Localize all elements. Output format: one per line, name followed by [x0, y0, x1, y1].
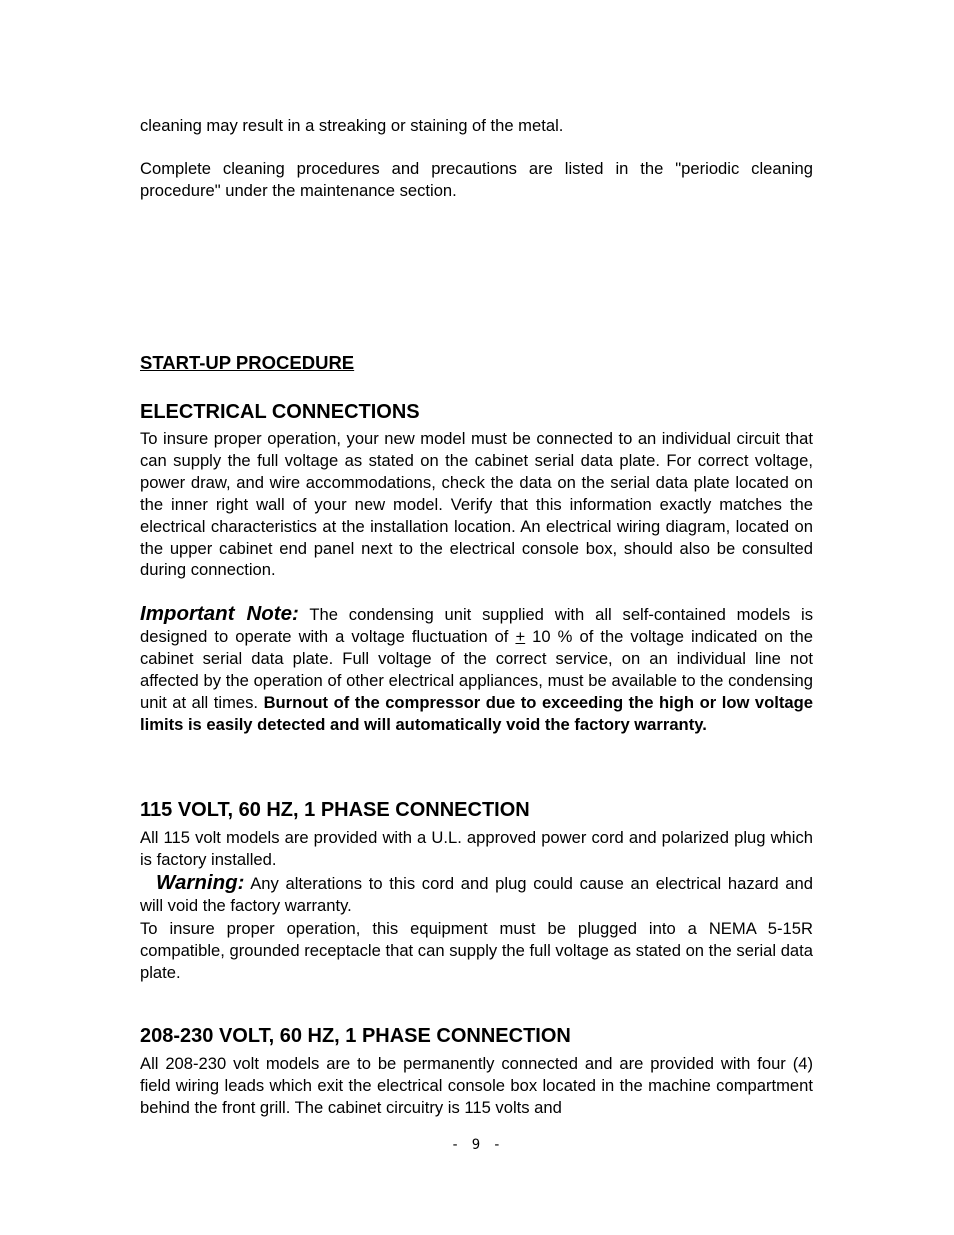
paragraph-important-note — [140, 603, 813, 735]
heading-electrical-connections: ELECTRICAL CONNECTIONS — [140, 401, 420, 423]
important-note-text-1: The condensing unit supplied with all self-contained models is designed to operate with a voltage fluctuation of — [140, 605, 813, 646]
paragraph-warning — [140, 872, 813, 917]
heading-115-volt-connection: 115 VOLT, 60 HZ, 1 PHASE CONNECTION — [140, 799, 530, 821]
important-note-text-2: 10 % of the voltage indicated on the cabinet serial data plate. Full voltage of the correct service, on an individual line not affected by the operation of other electrical appliances, must be available to the condensing unit at all times. — [140, 626, 813, 712]
paragraph-nema-receptacle: To insure proper operation, this equipment must be plugged into a NEMA 5-15R compatible, grounded receptacle that can supply the full voltage as stated on the serial data plate. — [140, 919, 813, 982]
warning-text: Any alterations to this cord and plug could cause an electrical hazard and will void the factory warranty. — [140, 874, 813, 915]
paragraph-electrical-connections: To insure proper operation, your new model must be connected to an individual circuit that can supply the full voltage as stated on the cabinet serial data plate. For correct voltage, power draw, and wire accommodations, check the data on the serial data plate located on the inner right wall of your new model. Verify that this information exactly matches the electrical characteristics at the installation location. An electrical wiring diagram, located on the upper cabinet end panel next to the electrical console box, should also be consulted during connection. — [140, 429, 813, 580]
warning-label: Warning: — [156, 871, 245, 894]
paragraph-complete-cleaning: Complete cleaning procedures and precautions are listed in the "periodic cleaning procedure" under the maintenance section. — [140, 159, 813, 200]
page-number: - 9 - — [450, 1137, 504, 1153]
heading-208-230-volt-connection: 208-230 VOLT, 60 HZ, 1 PHASE CONNECTION — [140, 1025, 571, 1047]
paragraph-208-230-volt-body: All 208-230 volt models are to be permanently connected and are provided with four (4) field wiring leads which exit the electrical console box located in the machine compartment behind the front grill. The cabinet circuitry is 115 volts and — [140, 1054, 813, 1117]
important-note-bold-warning: Burnout of the compressor due to exceeding the high or low voltage limits is easily detected and will automatically void the factory warranty. — [140, 692, 813, 734]
paragraph-cleaning-end: cleaning may result in a streaking or staining of the metal. — [140, 116, 564, 135]
important-note-label: Important Note: — [140, 602, 299, 625]
paragraph-115-volt-body: All 115 volt models are provided with a U.L. approved power cord and polarized plug which is factory installed. — [140, 828, 813, 869]
plus-minus-symbol: + — [515, 626, 526, 646]
heading-startup-procedure: START-UP PROCEDURE — [140, 352, 355, 373]
